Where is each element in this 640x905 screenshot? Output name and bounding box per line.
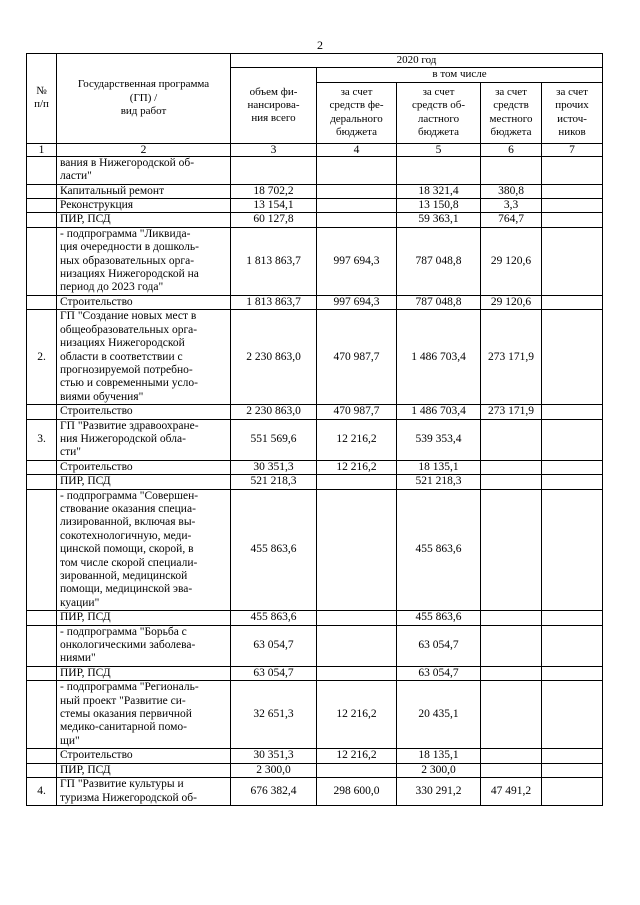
cell-regional: 539 353,4 (397, 419, 481, 460)
row-number (27, 156, 57, 184)
cell-other (542, 611, 603, 625)
row-name: вания в Нижегородской об- ласти" (57, 156, 231, 184)
row-number (27, 295, 57, 309)
cell-other (542, 295, 603, 309)
cell-other (542, 666, 603, 680)
row-number (27, 763, 57, 777)
cell-federal (317, 156, 397, 184)
cell-federal: 12 216,2 (317, 419, 397, 460)
cell-other (542, 625, 603, 666)
cell-local (481, 666, 542, 680)
row-number (27, 460, 57, 474)
cell-federal (317, 184, 397, 198)
row-number (27, 666, 57, 680)
cell-total: 455 863,6 (231, 489, 317, 611)
header-program: Государственная программа (ГП) / вид работ (57, 54, 231, 144)
table-row (27, 681, 603, 749)
cell-other (542, 227, 603, 295)
cell-total: 30 351,3 (231, 749, 317, 763)
header-year: 2020 год (231, 54, 603, 68)
table-row (27, 213, 603, 227)
cell-total: 521 218,3 (231, 475, 317, 489)
header-local: за счет средств местного бюджета (481, 82, 542, 143)
cell-total: 30 351,3 (231, 460, 317, 474)
cell-federal (317, 763, 397, 777)
cell-other (542, 199, 603, 213)
cell-federal: 470 987,7 (317, 405, 397, 419)
cell-regional: 330 291,2 (397, 778, 481, 806)
cell-local: 764,7 (481, 213, 542, 227)
cell-total: 1 813 863,7 (231, 227, 317, 295)
page-number: 2 (317, 38, 323, 52)
row-name: ПИР, ПСД (57, 666, 231, 680)
cell-other (542, 749, 603, 763)
header-federal: за счет средств фе- дерального бюджета (317, 82, 397, 143)
table-row (27, 489, 603, 611)
cell-total: 2 300,0 (231, 763, 317, 777)
header-num: № п/п (27, 54, 57, 144)
row-name: ГП "Создание новых мест в общеобразовательных орга- низациях Нижегородской области в соответствии с прогнозируемой потребно- стью и современными усло- виями обучения" (57, 310, 231, 405)
cell-local: 3,3 (481, 199, 542, 213)
cell-total: 2 230 863,0 (231, 405, 317, 419)
cell-total: 13 154,1 (231, 199, 317, 213)
cell-regional: 1 486 703,4 (397, 405, 481, 419)
cell-other (542, 475, 603, 489)
cell-other (542, 213, 603, 227)
cell-local (481, 625, 542, 666)
cell-local (481, 763, 542, 777)
table-row (27, 475, 603, 489)
row-number: 4. (27, 778, 57, 806)
row-number: 3. (27, 419, 57, 460)
cell-federal (317, 213, 397, 227)
row-name: ГП "Развитие культуры и туризма Нижегородской об- (57, 778, 231, 806)
row-number (27, 184, 57, 198)
row-name: Строительство (57, 749, 231, 763)
table-row (27, 419, 603, 460)
cell-other (542, 778, 603, 806)
cell-total: 676 382,4 (231, 778, 317, 806)
cell-other (542, 460, 603, 474)
col-number: 5 (397, 143, 481, 156)
row-name: Строительство (57, 460, 231, 474)
table-row (27, 611, 603, 625)
cell-regional: 2 300,0 (397, 763, 481, 777)
cell-regional: 787 048,8 (397, 295, 481, 309)
cell-regional: 521 218,3 (397, 475, 481, 489)
row-name: Строительство (57, 405, 231, 419)
row-number (27, 611, 57, 625)
cell-local: 47 491,2 (481, 778, 542, 806)
cell-local (481, 419, 542, 460)
cell-federal (317, 666, 397, 680)
table-row (27, 625, 603, 666)
cell-total: 18 702,2 (231, 184, 317, 198)
row-name: ПИР, ПСД (57, 611, 231, 625)
row-name: - подпрограмма "Совершен- ствование оказания специа- лизированной, включая вы- сокотехнологичную, меди- цинской помощи, скорой, в том числе скорой специали- зированной, медицинской помощи, медицинской эва- куации" (57, 489, 231, 611)
cell-regional (397, 156, 481, 184)
row-number (27, 213, 57, 227)
cell-regional: 1 486 703,4 (397, 310, 481, 405)
cell-regional: 18 135,1 (397, 460, 481, 474)
cell-federal: 298 600,0 (317, 778, 397, 806)
row-number (27, 489, 57, 611)
row-name: - подпрограмма "Региональ- ный проект "Развитие си- стемы оказания первичной медико-санитарной помо- щи" (57, 681, 231, 749)
budget-table (26, 53, 603, 806)
cell-federal: 12 216,2 (317, 681, 397, 749)
table-row (27, 227, 603, 295)
cell-total: 60 127,8 (231, 213, 317, 227)
row-number (27, 199, 57, 213)
table-row (27, 295, 603, 309)
row-number: 2. (27, 310, 57, 405)
row-name: Капитальный ремонт (57, 184, 231, 198)
table-row (27, 460, 603, 474)
cell-other (542, 763, 603, 777)
table-row (27, 749, 603, 763)
cell-total: 63 054,7 (231, 666, 317, 680)
cell-local (481, 156, 542, 184)
header-regional: за счет средств об- ластного бюджета (397, 82, 481, 143)
cell-federal: 12 216,2 (317, 460, 397, 474)
cell-local (481, 475, 542, 489)
cell-federal (317, 489, 397, 611)
row-name: Строительство (57, 295, 231, 309)
cell-total (231, 156, 317, 184)
row-name: - подпрограмма "Борьба с онкологическими заболева- ниями" (57, 625, 231, 666)
cell-federal (317, 611, 397, 625)
col-number: 4 (317, 143, 397, 156)
cell-regional: 13 150,8 (397, 199, 481, 213)
row-name: ГП "Развитие здравоохране- ния Нижегородской обла- сти" (57, 419, 231, 460)
col-number: 3 (231, 143, 317, 156)
cell-other (542, 184, 603, 198)
table-row (27, 156, 603, 184)
cell-regional: 63 054,7 (397, 625, 481, 666)
col-number: 7 (542, 143, 603, 156)
cell-federal: 997 694,3 (317, 227, 397, 295)
cell-other (542, 156, 603, 184)
cell-total: 32 651,3 (231, 681, 317, 749)
cell-regional: 18 135,1 (397, 749, 481, 763)
cell-regional: 20 435,1 (397, 681, 481, 749)
cell-local: 380,8 (481, 184, 542, 198)
col-number: 1 (27, 143, 57, 156)
cell-regional: 59 363,1 (397, 213, 481, 227)
table-row (27, 310, 603, 405)
cell-total: 2 230 863,0 (231, 310, 317, 405)
header-including: в том числе (317, 68, 603, 82)
table-row (27, 666, 603, 680)
cell-local (481, 611, 542, 625)
cell-other (542, 405, 603, 419)
cell-local: 29 120,6 (481, 227, 542, 295)
row-number (27, 681, 57, 749)
cell-local: 29 120,6 (481, 295, 542, 309)
header-other: за счет прочих источ- ников (542, 82, 603, 143)
row-name: - подпрограмма "Ликвида- ция очередности в дошколь- ных образовательных орга- низациях Нижегородской на период до 2023 года" (57, 227, 231, 295)
cell-local: 273 171,9 (481, 405, 542, 419)
row-name: ПИР, ПСД (57, 213, 231, 227)
cell-federal: 12 216,2 (317, 749, 397, 763)
row-number (27, 749, 57, 763)
cell-other (542, 419, 603, 460)
cell-federal (317, 475, 397, 489)
table-row (27, 778, 603, 806)
cell-regional: 787 048,8 (397, 227, 481, 295)
cell-federal: 470 987,7 (317, 310, 397, 405)
table-row (27, 199, 603, 213)
row-number (27, 405, 57, 419)
cell-other (542, 310, 603, 405)
cell-total: 1 813 863,7 (231, 295, 317, 309)
row-name: ПИР, ПСД (57, 763, 231, 777)
cell-other (542, 681, 603, 749)
cell-other (542, 489, 603, 611)
cell-regional: 455 863,6 (397, 489, 481, 611)
row-name: ПИР, ПСД (57, 475, 231, 489)
cell-local (481, 749, 542, 763)
cell-regional: 455 863,6 (397, 611, 481, 625)
cell-local (481, 681, 542, 749)
table-row (27, 184, 603, 198)
row-number (27, 475, 57, 489)
table-row (27, 763, 603, 777)
col-number: 2 (57, 143, 231, 156)
table-row (27, 405, 603, 419)
cell-federal (317, 625, 397, 666)
cell-total: 551 569,6 (231, 419, 317, 460)
row-number (27, 227, 57, 295)
col-number: 6 (481, 143, 542, 156)
cell-federal (317, 199, 397, 213)
row-name: Реконструкция (57, 199, 231, 213)
cell-total: 455 863,6 (231, 611, 317, 625)
cell-local (481, 489, 542, 611)
cell-local: 273 171,9 (481, 310, 542, 405)
cell-local (481, 460, 542, 474)
row-number (27, 625, 57, 666)
cell-federal: 997 694,3 (317, 295, 397, 309)
header-total: объем фи- нансирова- ния всего (231, 68, 317, 143)
cell-total: 63 054,7 (231, 625, 317, 666)
cell-regional: 63 054,7 (397, 666, 481, 680)
cell-regional: 18 321,4 (397, 184, 481, 198)
